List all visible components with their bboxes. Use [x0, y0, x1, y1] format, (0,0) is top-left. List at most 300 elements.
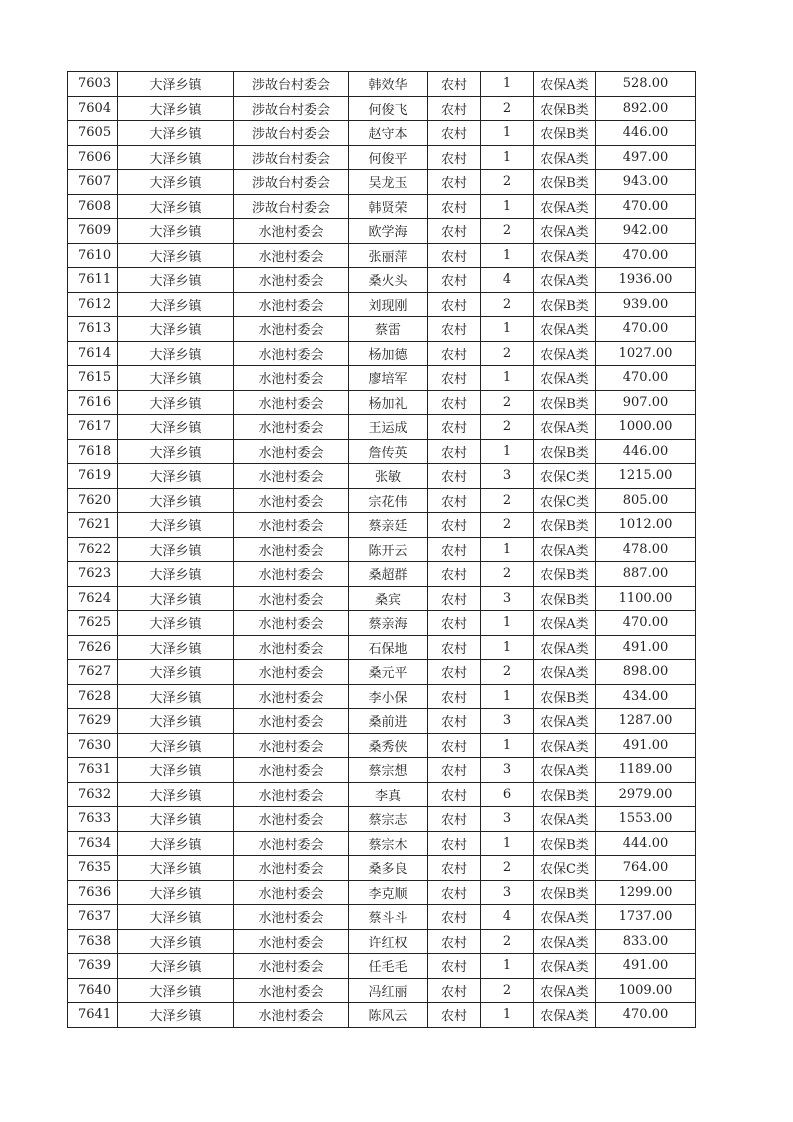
insurance-category-cell: 农保A类 [534, 611, 596, 636]
person-name-cell: 桑秀侠 [349, 733, 428, 758]
amount-cell: 470.00 [596, 1003, 696, 1028]
table-row [68, 537, 696, 562]
insurance-category-cell: 农保B类 [534, 513, 596, 538]
amount-cell: 491.00 [596, 954, 696, 979]
row-id-cell: 7608 [68, 194, 118, 219]
person-name-cell: 桑多良 [349, 856, 428, 881]
row-id-cell: 7636 [68, 880, 118, 905]
insurance-category-cell: 农保A类 [534, 317, 596, 342]
household-count-cell: 2 [481, 292, 534, 317]
household-count-cell: 1 [481, 439, 534, 464]
person-name-cell: 张丽萍 [349, 243, 428, 268]
row-id-cell: 7623 [68, 562, 118, 587]
town-cell: 大泽乡镇 [118, 341, 234, 366]
town-cell: 大泽乡镇 [118, 537, 234, 562]
village-committee-cell: 水池村委会 [234, 488, 349, 513]
insurance-category-cell: 农保B类 [534, 562, 596, 587]
amount-cell: 446.00 [596, 439, 696, 464]
table-row [68, 121, 696, 146]
village-committee-cell: 水池村委会 [234, 219, 349, 244]
village-committee-cell: 水池村委会 [234, 929, 349, 954]
amount-cell: 892.00 [596, 96, 696, 121]
amount-cell: 942.00 [596, 219, 696, 244]
area-type-cell: 农村 [428, 880, 481, 905]
person-name-cell: 蔡雷 [349, 317, 428, 342]
row-id-cell: 7603 [68, 72, 118, 97]
insurance-category-cell: 农保A类 [534, 709, 596, 734]
person-name-cell: 蔡亲廷 [349, 513, 428, 538]
table-row [68, 758, 696, 783]
household-count-cell: 4 [481, 268, 534, 293]
household-count-cell: 1 [481, 831, 534, 856]
area-type-cell: 农村 [428, 635, 481, 660]
table-row [68, 1003, 696, 1028]
insurance-category-cell: 农保A类 [534, 758, 596, 783]
table-row [68, 96, 696, 121]
row-id-cell: 7606 [68, 145, 118, 170]
town-cell: 大泽乡镇 [118, 415, 234, 440]
area-type-cell: 农村 [428, 488, 481, 513]
records-table [67, 71, 696, 1028]
row-id-cell: 7641 [68, 1003, 118, 1028]
village-committee-cell: 涉故台村委会 [234, 170, 349, 195]
area-type-cell: 农村 [428, 121, 481, 146]
row-id-cell: 7617 [68, 415, 118, 440]
household-count-cell: 2 [481, 562, 534, 587]
insurance-category-cell: 农保A类 [534, 807, 596, 832]
table-row [68, 415, 696, 440]
row-id-cell: 7626 [68, 635, 118, 660]
household-count-cell: 2 [481, 660, 534, 685]
household-count-cell: 2 [481, 415, 534, 440]
area-type-cell: 农村 [428, 317, 481, 342]
household-count-cell: 1 [481, 954, 534, 979]
town-cell: 大泽乡镇 [118, 121, 234, 146]
area-type-cell: 农村 [428, 537, 481, 562]
row-id-cell: 7627 [68, 660, 118, 685]
town-cell: 大泽乡镇 [118, 366, 234, 391]
town-cell: 大泽乡镇 [118, 1003, 234, 1028]
village-committee-cell: 水池村委会 [234, 880, 349, 905]
household-count-cell: 2 [481, 488, 534, 513]
village-committee-cell: 水池村委会 [234, 660, 349, 685]
amount-cell: 446.00 [596, 121, 696, 146]
person-name-cell: 何俊平 [349, 145, 428, 170]
household-count-cell: 3 [481, 758, 534, 783]
insurance-category-cell: 农保B类 [534, 880, 596, 905]
row-id-cell: 7612 [68, 292, 118, 317]
amount-cell: 1287.00 [596, 709, 696, 734]
row-id-cell: 7622 [68, 537, 118, 562]
household-count-cell: 3 [481, 586, 534, 611]
insurance-category-cell: 农保C类 [534, 464, 596, 489]
row-id-cell: 7625 [68, 611, 118, 636]
person-name-cell: 蔡亲海 [349, 611, 428, 636]
table-row [68, 807, 696, 832]
area-type-cell: 农村 [428, 660, 481, 685]
amount-cell: 470.00 [596, 366, 696, 391]
person-name-cell: 杨加德 [349, 341, 428, 366]
household-count-cell: 1 [481, 317, 534, 342]
area-type-cell: 农村 [428, 219, 481, 244]
table-row [68, 317, 696, 342]
row-id-cell: 7618 [68, 439, 118, 464]
amount-cell: 470.00 [596, 194, 696, 219]
amount-cell: 1553.00 [596, 807, 696, 832]
household-count-cell: 1 [481, 635, 534, 660]
insurance-category-cell: 农保B类 [534, 121, 596, 146]
town-cell: 大泽乡镇 [118, 268, 234, 293]
area-type-cell: 农村 [428, 390, 481, 415]
town-cell: 大泽乡镇 [118, 488, 234, 513]
insurance-category-cell: 农保A类 [534, 1003, 596, 1028]
amount-cell: 491.00 [596, 635, 696, 660]
person-name-cell: 蔡宗想 [349, 758, 428, 783]
amount-cell: 1189.00 [596, 758, 696, 783]
insurance-category-cell: 农保A类 [534, 145, 596, 170]
table-row [68, 586, 696, 611]
town-cell: 大泽乡镇 [118, 390, 234, 415]
row-id-cell: 7624 [68, 586, 118, 611]
person-name-cell: 桑宾 [349, 586, 428, 611]
village-committee-cell: 水池村委会 [234, 905, 349, 930]
person-name-cell: 詹传英 [349, 439, 428, 464]
town-cell: 大泽乡镇 [118, 219, 234, 244]
amount-cell: 1936.00 [596, 268, 696, 293]
town-cell: 大泽乡镇 [118, 807, 234, 832]
row-id-cell: 7619 [68, 464, 118, 489]
village-committee-cell: 水池村委会 [234, 415, 349, 440]
person-name-cell: 宗花伟 [349, 488, 428, 513]
table-row [68, 268, 696, 293]
town-cell: 大泽乡镇 [118, 513, 234, 538]
household-count-cell: 3 [481, 807, 534, 832]
household-count-cell: 2 [481, 978, 534, 1003]
row-id-cell: 7629 [68, 709, 118, 734]
table-row [68, 611, 696, 636]
amount-cell: 1215.00 [596, 464, 696, 489]
table-row [68, 243, 696, 268]
amount-cell: 528.00 [596, 72, 696, 97]
town-cell: 大泽乡镇 [118, 880, 234, 905]
insurance-category-cell: 农保C类 [534, 488, 596, 513]
person-name-cell: 王运成 [349, 415, 428, 440]
household-count-cell: 2 [481, 341, 534, 366]
amount-cell: 907.00 [596, 390, 696, 415]
table-row [68, 341, 696, 366]
table-row [68, 292, 696, 317]
area-type-cell: 农村 [428, 807, 481, 832]
amount-cell: 497.00 [596, 145, 696, 170]
amount-cell: 764.00 [596, 856, 696, 881]
area-type-cell: 农村 [428, 611, 481, 636]
table-row [68, 72, 696, 97]
area-type-cell: 农村 [428, 341, 481, 366]
town-cell: 大泽乡镇 [118, 170, 234, 195]
area-type-cell: 农村 [428, 415, 481, 440]
area-type-cell: 农村 [428, 464, 481, 489]
amount-cell: 444.00 [596, 831, 696, 856]
insurance-category-cell: 农保A类 [534, 905, 596, 930]
area-type-cell: 农村 [428, 733, 481, 758]
amount-cell: 470.00 [596, 611, 696, 636]
person-name-cell: 李小保 [349, 684, 428, 709]
amount-cell: 1000.00 [596, 415, 696, 440]
person-name-cell: 蔡宗木 [349, 831, 428, 856]
person-name-cell: 任毛毛 [349, 954, 428, 979]
row-id-cell: 7635 [68, 856, 118, 881]
person-name-cell: 许红权 [349, 929, 428, 954]
area-type-cell: 农村 [428, 268, 481, 293]
row-id-cell: 7639 [68, 954, 118, 979]
amount-cell: 478.00 [596, 537, 696, 562]
insurance-category-cell: 农保A类 [534, 194, 596, 219]
insurance-category-cell: 农保B类 [534, 586, 596, 611]
table-row [68, 880, 696, 905]
town-cell: 大泽乡镇 [118, 929, 234, 954]
row-id-cell: 7640 [68, 978, 118, 1003]
amount-cell: 805.00 [596, 488, 696, 513]
table-row [68, 170, 696, 195]
village-committee-cell: 水池村委会 [234, 268, 349, 293]
area-type-cell: 农村 [428, 905, 481, 930]
town-cell: 大泽乡镇 [118, 243, 234, 268]
household-count-cell: 1 [481, 194, 534, 219]
amount-cell: 887.00 [596, 562, 696, 587]
table-row [68, 856, 696, 881]
person-name-cell: 陈风云 [349, 1003, 428, 1028]
town-cell: 大泽乡镇 [118, 709, 234, 734]
row-id-cell: 7613 [68, 317, 118, 342]
village-committee-cell: 水池村委会 [234, 464, 349, 489]
table-row [68, 635, 696, 660]
person-name-cell: 吴龙玉 [349, 170, 428, 195]
row-id-cell: 7614 [68, 341, 118, 366]
table-row [68, 733, 696, 758]
insurance-category-cell: 农保B类 [534, 439, 596, 464]
area-type-cell: 农村 [428, 243, 481, 268]
village-committee-cell: 水池村委会 [234, 586, 349, 611]
insurance-category-cell: 农保A类 [534, 978, 596, 1003]
row-id-cell: 7632 [68, 782, 118, 807]
person-name-cell: 刘现刚 [349, 292, 428, 317]
household-count-cell: 2 [481, 219, 534, 244]
area-type-cell: 农村 [428, 782, 481, 807]
area-type-cell: 农村 [428, 145, 481, 170]
insurance-category-cell: 农保A类 [534, 415, 596, 440]
household-count-cell: 1 [481, 366, 534, 391]
person-name-cell: 韩效华 [349, 72, 428, 97]
person-name-cell: 杨加礼 [349, 390, 428, 415]
area-type-cell: 农村 [428, 562, 481, 587]
town-cell: 大泽乡镇 [118, 72, 234, 97]
amount-cell: 470.00 [596, 317, 696, 342]
household-count-cell: 3 [481, 464, 534, 489]
person-name-cell: 何俊飞 [349, 96, 428, 121]
area-type-cell: 农村 [428, 366, 481, 391]
row-id-cell: 7628 [68, 684, 118, 709]
area-type-cell: 农村 [428, 684, 481, 709]
person-name-cell: 李克顺 [349, 880, 428, 905]
person-name-cell: 韩贤荣 [349, 194, 428, 219]
insurance-category-cell: 农保A类 [534, 954, 596, 979]
amount-cell: 1737.00 [596, 905, 696, 930]
village-committee-cell: 水池村委会 [234, 807, 349, 832]
village-committee-cell: 水池村委会 [234, 978, 349, 1003]
household-count-cell: 4 [481, 905, 534, 930]
village-committee-cell: 水池村委会 [234, 317, 349, 342]
insurance-category-cell: 农保A类 [534, 72, 596, 97]
village-committee-cell: 涉故台村委会 [234, 96, 349, 121]
town-cell: 大泽乡镇 [118, 586, 234, 611]
row-id-cell: 7633 [68, 807, 118, 832]
village-committee-cell: 水池村委会 [234, 390, 349, 415]
insurance-category-cell: 农保C类 [534, 856, 596, 881]
household-count-cell: 1 [481, 537, 534, 562]
village-committee-cell: 水池村委会 [234, 562, 349, 587]
table-row [68, 954, 696, 979]
village-committee-cell: 水池村委会 [234, 782, 349, 807]
area-type-cell: 农村 [428, 929, 481, 954]
village-committee-cell: 水池村委会 [234, 709, 349, 734]
insurance-category-cell: 农保A类 [534, 537, 596, 562]
area-type-cell: 农村 [428, 586, 481, 611]
table-row [68, 905, 696, 930]
person-name-cell: 蔡宗志 [349, 807, 428, 832]
village-committee-cell: 水池村委会 [234, 243, 349, 268]
household-count-cell: 3 [481, 880, 534, 905]
town-cell: 大泽乡镇 [118, 635, 234, 660]
table-row [68, 831, 696, 856]
row-id-cell: 7620 [68, 488, 118, 513]
village-committee-cell: 水池村委会 [234, 856, 349, 881]
household-count-cell: 1 [481, 243, 534, 268]
insurance-category-cell: 农保A类 [534, 660, 596, 685]
area-type-cell: 农村 [428, 292, 481, 317]
person-name-cell: 赵守本 [349, 121, 428, 146]
row-id-cell: 7634 [68, 831, 118, 856]
household-count-cell: 1 [481, 145, 534, 170]
town-cell: 大泽乡镇 [118, 856, 234, 881]
area-type-cell: 农村 [428, 194, 481, 219]
village-committee-cell: 水池村委会 [234, 733, 349, 758]
village-committee-cell: 水池村委会 [234, 635, 349, 660]
person-name-cell: 陈开云 [349, 537, 428, 562]
person-name-cell: 张敏 [349, 464, 428, 489]
table-row [68, 709, 696, 734]
village-committee-cell: 水池村委会 [234, 1003, 349, 1028]
person-name-cell: 冯红丽 [349, 978, 428, 1003]
village-committee-cell: 涉故台村委会 [234, 121, 349, 146]
amount-cell: 2979.00 [596, 782, 696, 807]
village-committee-cell: 水池村委会 [234, 439, 349, 464]
village-committee-cell: 水池村委会 [234, 537, 349, 562]
row-id-cell: 7630 [68, 733, 118, 758]
insurance-category-cell: 农保A类 [534, 635, 596, 660]
town-cell: 大泽乡镇 [118, 684, 234, 709]
amount-cell: 491.00 [596, 733, 696, 758]
household-count-cell: 1 [481, 121, 534, 146]
insurance-category-cell: 农保B类 [534, 170, 596, 195]
town-cell: 大泽乡镇 [118, 733, 234, 758]
area-type-cell: 农村 [428, 954, 481, 979]
row-id-cell: 7609 [68, 219, 118, 244]
town-cell: 大泽乡镇 [118, 978, 234, 1003]
household-count-cell: 6 [481, 782, 534, 807]
insurance-category-cell: 农保A类 [534, 268, 596, 293]
table-row [68, 464, 696, 489]
household-count-cell: 2 [481, 170, 534, 195]
town-cell: 大泽乡镇 [118, 562, 234, 587]
town-cell: 大泽乡镇 [118, 439, 234, 464]
row-id-cell: 7616 [68, 390, 118, 415]
table-row [68, 513, 696, 538]
village-committee-cell: 水池村委会 [234, 292, 349, 317]
table-row [68, 390, 696, 415]
household-count-cell: 1 [481, 1003, 534, 1028]
person-name-cell: 廖培军 [349, 366, 428, 391]
area-type-cell: 农村 [428, 758, 481, 783]
amount-cell: 939.00 [596, 292, 696, 317]
person-name-cell: 欧学海 [349, 219, 428, 244]
area-type-cell: 农村 [428, 978, 481, 1003]
village-committee-cell: 涉故台村委会 [234, 194, 349, 219]
area-type-cell: 农村 [428, 831, 481, 856]
insurance-category-cell: 农保A类 [534, 219, 596, 244]
area-type-cell: 农村 [428, 170, 481, 195]
area-type-cell: 农村 [428, 513, 481, 538]
table-row [68, 194, 696, 219]
insurance-category-cell: 农保B类 [534, 96, 596, 121]
area-type-cell: 农村 [428, 1003, 481, 1028]
household-count-cell: 1 [481, 611, 534, 636]
person-name-cell: 桑元平 [349, 660, 428, 685]
amount-cell: 1100.00 [596, 586, 696, 611]
area-type-cell: 农村 [428, 709, 481, 734]
table-row [68, 684, 696, 709]
area-type-cell: 农村 [428, 72, 481, 97]
village-committee-cell: 水池村委会 [234, 684, 349, 709]
town-cell: 大泽乡镇 [118, 96, 234, 121]
town-cell: 大泽乡镇 [118, 954, 234, 979]
household-count-cell: 1 [481, 733, 534, 758]
table-row [68, 366, 696, 391]
person-name-cell: 桑火头 [349, 268, 428, 293]
insurance-category-cell: 农保A类 [534, 341, 596, 366]
household-count-cell: 3 [481, 709, 534, 734]
row-id-cell: 7637 [68, 905, 118, 930]
area-type-cell: 农村 [428, 439, 481, 464]
household-count-cell: 2 [481, 929, 534, 954]
town-cell: 大泽乡镇 [118, 782, 234, 807]
insurance-category-cell: 农保B类 [534, 390, 596, 415]
village-committee-cell: 涉故台村委会 [234, 145, 349, 170]
town-cell: 大泽乡镇 [118, 831, 234, 856]
amount-cell: 434.00 [596, 684, 696, 709]
person-name-cell: 石保地 [349, 635, 428, 660]
row-id-cell: 7605 [68, 121, 118, 146]
table-row [68, 782, 696, 807]
village-committee-cell: 水池村委会 [234, 341, 349, 366]
person-name-cell: 桑前进 [349, 709, 428, 734]
amount-cell: 470.00 [596, 243, 696, 268]
household-count-cell: 2 [481, 390, 534, 415]
amount-cell: 1012.00 [596, 513, 696, 538]
amount-cell: 1027.00 [596, 341, 696, 366]
village-committee-cell: 水池村委会 [234, 831, 349, 856]
town-cell: 大泽乡镇 [118, 758, 234, 783]
town-cell: 大泽乡镇 [118, 317, 234, 342]
